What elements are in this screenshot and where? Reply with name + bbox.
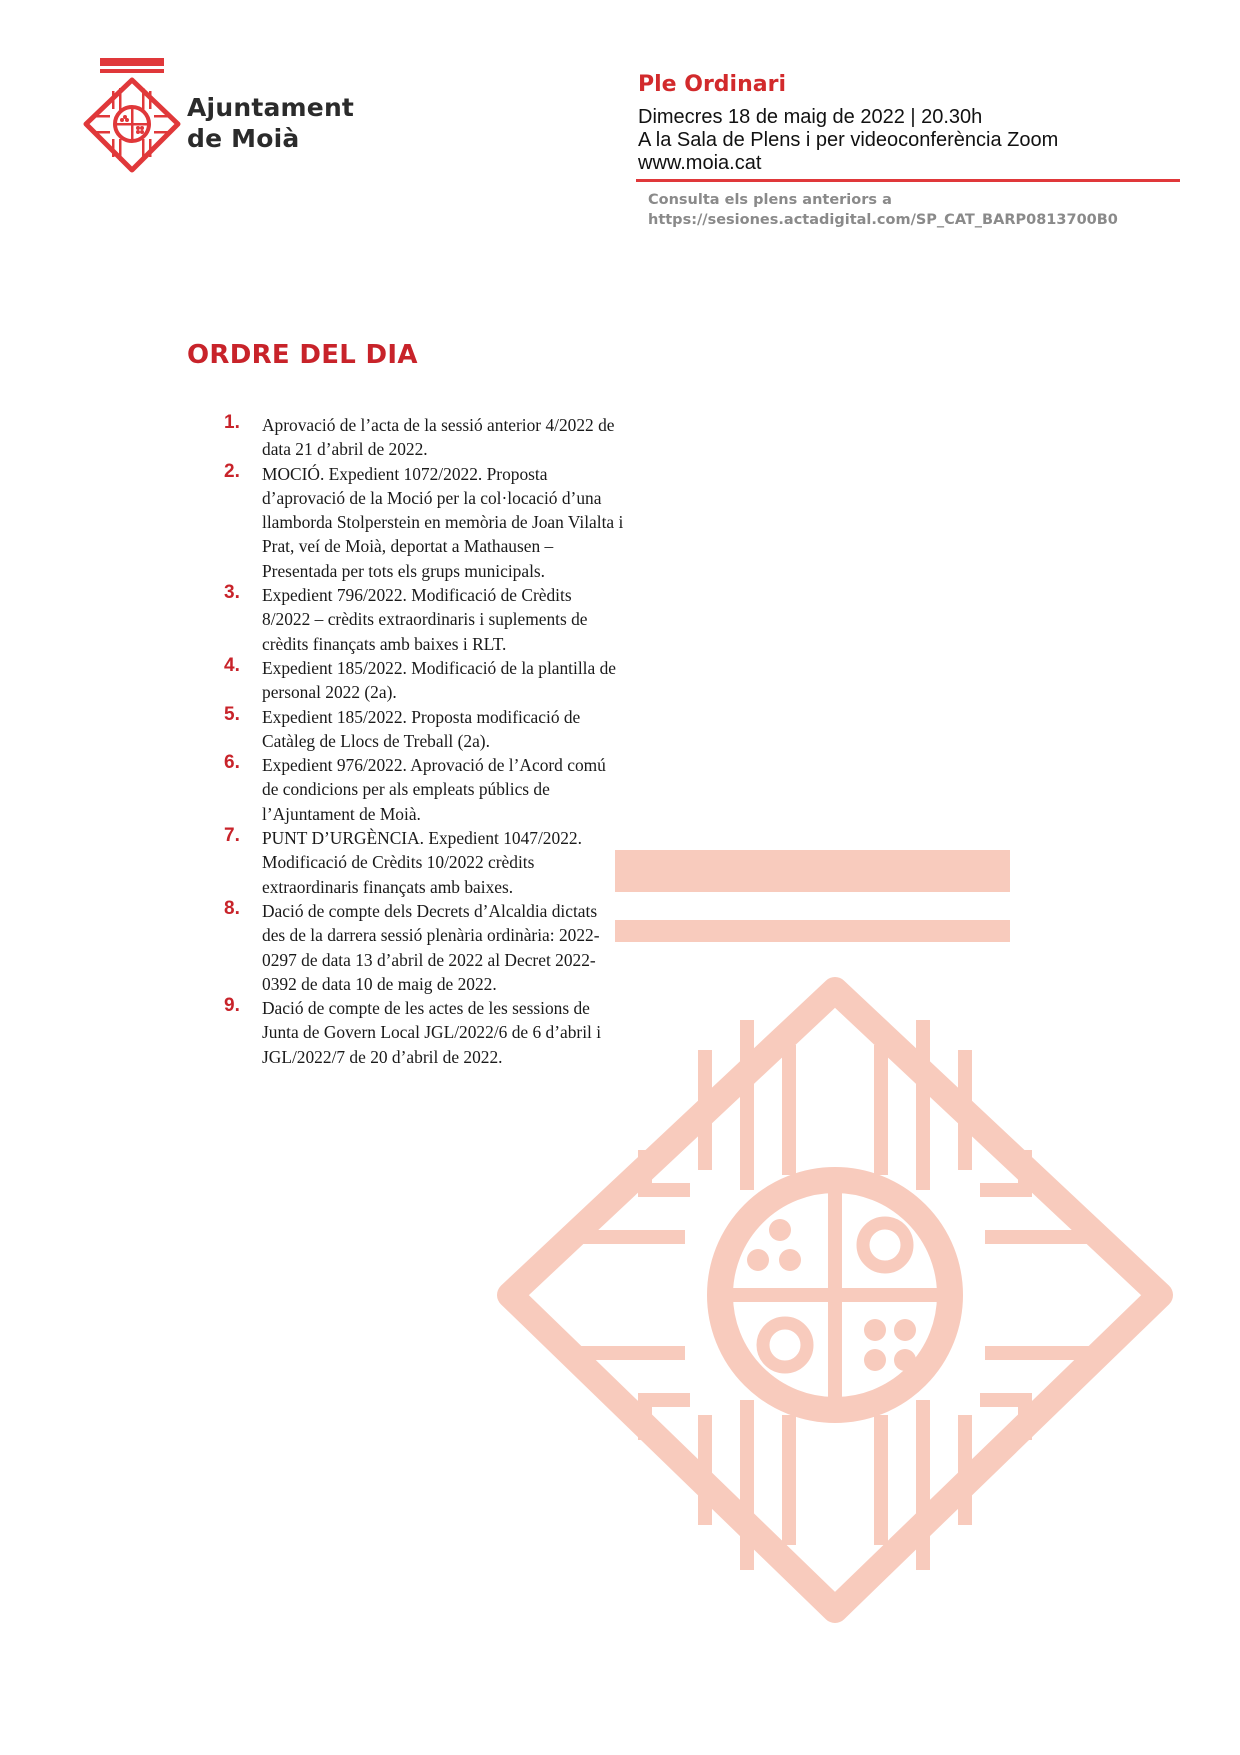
agenda-item-number: 7.	[224, 825, 240, 847]
agenda-item-text: MOCIÓ. Expedient 1072/2022. Proposta d’aprovació de la Moció per la col·locació d’una llamborda Stolperstein en memòria de Joan Vilalta i Prat, veí de Moià, deportat a Mathausen – Presentada per tots els grups municipals.	[262, 463, 624, 581]
agenda-item-text: PUNT D’URGÈNCIA. Expedient 1047/2022. Modificació de Crèdits 10/2022 crèdits extraordinaris finançats amb baixes.	[262, 828, 582, 897]
agenda-item	[224, 656, 624, 705]
agenda-item	[224, 705, 624, 754]
session-datetime: Dimecres 18 de maig de 2022 | 20.30h	[638, 106, 983, 128]
agenda-item-number: 2.	[224, 460, 240, 482]
agenda-item-text: Expedient 796/2022. Modificació de Crèdits 8/2022 – crèdits extraordinaris i suplements de crèdits finançats amb baixes i RLT.	[262, 585, 588, 654]
agenda-item-number: 4.	[224, 654, 240, 676]
agenda-item	[224, 462, 624, 583]
agenda-item-number: 8.	[224, 897, 240, 919]
agenda-list	[224, 413, 624, 1069]
municipal-coat-of-arms-icon	[82, 58, 182, 176]
previous-sessions-label: Consulta els plens anteriors a	[648, 192, 892, 208]
session-place: A la Sala de Plens i per videoconferència Zoom	[638, 129, 1059, 151]
previous-sessions	[648, 190, 1168, 230]
agenda-item-number: 5.	[224, 703, 240, 725]
agenda-item-text: Aprovació de l’acta de la sessió anterior 4/2022 de data 21 d’abril de 2022.	[262, 415, 615, 460]
organization-name	[187, 92, 354, 154]
header-logo	[82, 58, 362, 176]
agenda-item-text: Dació de compte de les actes de les sessions de Junta de Govern Local JGL/2022/6 de 6 d’abril i JGL/2022/7 de 20 d’abril de 2022.	[262, 998, 602, 1067]
agenda-item-text: Expedient 185/2022. Modificació de la plantilla de personal 2022 (2a).	[262, 657, 616, 703]
agenda-item-text: Expedient 976/2022. Aprovació de l’Acord comú de condicions per als empleats públics de l’Ajuntament de Moià.	[262, 755, 606, 824]
organization-name-line1: Ajuntament	[187, 93, 355, 122]
session-website: www.moia.cat	[638, 152, 762, 174]
agenda-item	[224, 996, 624, 1069]
organization-name-line2: de Moià	[187, 124, 300, 153]
agenda-item	[224, 583, 624, 656]
agenda-item-text: Dació de compte dels Decrets d’Alcaldia dictats des de la darrera sessió plenària ordinària: 2022-0297 de data 13 d’abril de 2022 al Decret 2022-0392 de data 10 de maig de 2022.	[262, 900, 600, 994]
agenda-item-number: 3.	[224, 582, 240, 604]
agenda-item-number: 6.	[224, 752, 240, 774]
agenda-item	[224, 826, 624, 899]
agenda-title: ORDRE DEL DIA	[187, 340, 418, 370]
session-title: Ple Ordinari	[638, 72, 786, 97]
agenda-item-text: Expedient 185/2022. Proposta modificació de Catàleg de Llocs de Treball (2a).	[262, 706, 581, 751]
agenda-item	[224, 413, 624, 462]
agenda-item-number: 9.	[224, 995, 240, 1017]
previous-sessions-url: https://sesiones.actadigital.com/SP_CAT_BARP0813700B0	[648, 212, 1118, 228]
agenda-item	[224, 753, 624, 826]
session-info	[638, 72, 1178, 175]
agenda-item	[224, 899, 624, 996]
header-divider	[636, 179, 1180, 182]
agenda-item-number: 1.	[224, 412, 240, 433]
